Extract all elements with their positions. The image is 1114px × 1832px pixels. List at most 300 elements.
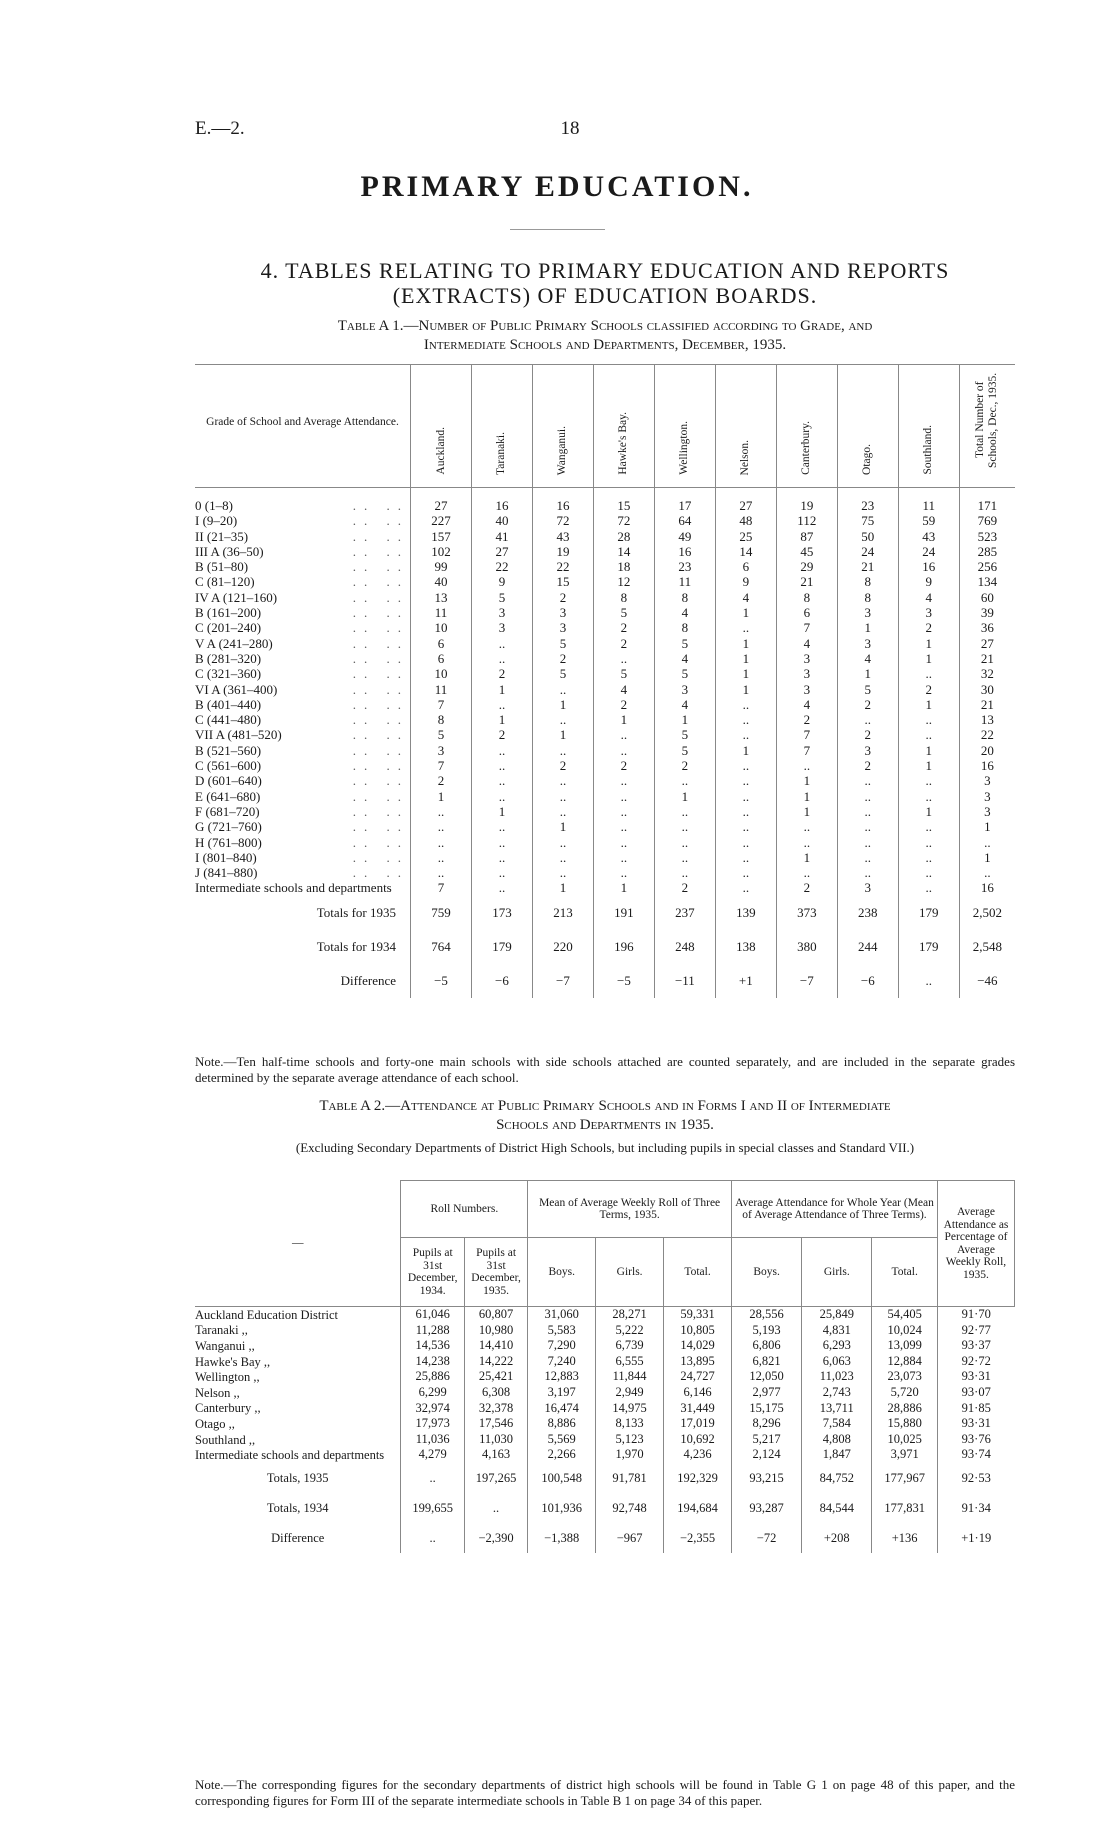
table-cell: 1 (593, 880, 654, 895)
summary-cell: 93,287 (732, 1493, 802, 1523)
table-cell: 1 (593, 712, 654, 727)
table-cell: 28 (593, 529, 654, 544)
table-cell: 3 (898, 605, 959, 620)
table-cell: 30 (959, 682, 1015, 697)
table-cell: 8,886 (528, 1416, 596, 1432)
table-cell: .. (593, 850, 654, 865)
table-cell: 9 (471, 574, 532, 589)
table-cell: 1 (776, 789, 837, 804)
table-cell: 5 (654, 666, 715, 681)
summary-label: Totals for 1934 (316, 938, 397, 954)
table-cell: 61,046 (401, 1307, 464, 1323)
summary-cell: 100,548 (528, 1463, 596, 1493)
leader-dots: .. .. (352, 666, 409, 682)
table-a1-caption-line-2: Intermediate Schools and Departments, December, 1935. (423, 337, 787, 353)
table-cell: 29 (776, 559, 837, 574)
col-wanganui: Wanganui. (532, 365, 593, 488)
table-cell: 2,124 (732, 1447, 802, 1463)
table-cell: 7 (776, 727, 837, 742)
table-row (195, 682, 1015, 697)
table-cell: 16 (898, 559, 959, 574)
a2-roll-1935-header: Pupils at 31st December, 1935. (464, 1238, 527, 1307)
table-cell: 41 (471, 529, 532, 544)
table-cell: 1 (471, 804, 532, 819)
grade-label: V A (241–280) (195, 635, 273, 651)
table-cell: 31,449 (664, 1401, 732, 1417)
table-cell: 92·72 (937, 1354, 1014, 1370)
table-cell: 48 (715, 513, 776, 528)
table-cell: 21 (959, 697, 1015, 712)
table-cell: 4 (715, 590, 776, 605)
table-cell: 8 (837, 574, 898, 589)
table-a1-caption (195, 317, 1015, 355)
table-cell: .. (898, 865, 959, 880)
leader-dots: .. .. (352, 559, 409, 575)
table-cell: 13 (411, 590, 472, 605)
summary-cell: .. (401, 1523, 464, 1553)
table-cell: 1 (654, 712, 715, 727)
table-cell: 5,720 (872, 1385, 938, 1401)
district-name: Auckland Education District (195, 1307, 339, 1322)
table-cell: 5,217 (732, 1432, 802, 1448)
table-cell: 14,222 (464, 1354, 527, 1370)
table-a2-note: Note.—The corresponding figures for the secondary departments of district high schools will be found in Table G 1 on page 48 of this paper, and the corresponding figures for Form III of the separate intermediate schools in Table B 1 on page 34 of this paper. (195, 1777, 1015, 1808)
table-cell: 1 (715, 636, 776, 651)
table-cell: .. (593, 651, 654, 666)
table-row (195, 819, 1015, 834)
grade-label: G (721–760) (195, 819, 262, 835)
table-cell: 1 (837, 620, 898, 635)
table-cell: 8 (837, 590, 898, 605)
table-row (195, 1369, 1015, 1385)
table-cell: 64 (654, 513, 715, 528)
table-cell: 25,886 (401, 1369, 464, 1385)
table-cell: 28,556 (732, 1307, 802, 1323)
summary-cell: 179 (898, 896, 959, 930)
summary-cell: 179 (898, 930, 959, 964)
summary-cell: 220 (532, 930, 593, 964)
table-cell: .. (715, 727, 776, 742)
table-cell: 60 (959, 590, 1015, 605)
table-cell: 40 (471, 513, 532, 528)
summary-cell: −2,390 (464, 1523, 527, 1553)
leader-dots: .. .. (352, 513, 409, 529)
summary-cell: 764 (411, 930, 472, 964)
table-cell: 14 (593, 544, 654, 559)
table-cell: 22 (471, 559, 532, 574)
table-cell: .. (471, 651, 532, 666)
leader-dots: .. .. (352, 803, 409, 819)
grade-label: C (561–600) (195, 758, 262, 774)
table-cell: 3,197 (528, 1385, 596, 1401)
table-row (195, 559, 1015, 574)
table-cell: 9 (898, 574, 959, 589)
table-cell: .. (593, 804, 654, 819)
table-cell: 1 (471, 682, 532, 697)
table-cell: .. (532, 789, 593, 804)
col-taranaki: Taranaki. (471, 365, 532, 488)
grade-label: Intermediate schools and departments (195, 880, 392, 896)
table-cell: .. (837, 865, 898, 880)
table-cell: 4 (898, 590, 959, 605)
section-title-line-1: 4. TABLES RELATING TO PRIMARY EDUCATION AND REPORTS (260, 258, 950, 283)
table-cell: 1 (776, 850, 837, 865)
summary-cell: −72 (732, 1523, 802, 1553)
table-cell: 285 (959, 544, 1015, 559)
leader-dots: .. .. (352, 696, 409, 712)
table-cell: 10,805 (664, 1323, 732, 1339)
table-cell: 25,849 (802, 1307, 872, 1323)
table-cell: 1 (715, 682, 776, 697)
summary-label: Difference (271, 1530, 325, 1545)
table-cell: 13,099 (872, 1338, 938, 1354)
a2-roll-header: Roll Numbers. (401, 1181, 528, 1238)
grade-label: C (201–240) (195, 620, 262, 636)
table-cell: 1 (959, 819, 1015, 834)
table-row (195, 636, 1015, 651)
table-cell: .. (654, 773, 715, 788)
a2-mean-girls-header: Girls. (596, 1238, 664, 1307)
table-cell: .. (715, 758, 776, 773)
table-cell: .. (532, 865, 593, 880)
a2-mean-header: Mean of Average Weekly Roll of Three Terms, 1935. (528, 1181, 732, 1238)
table-cell: .. (715, 880, 776, 895)
summary-cell: 237 (654, 896, 715, 930)
table-row (195, 666, 1015, 681)
summary-cell: −7 (776, 964, 837, 998)
table-cell: .. (715, 620, 776, 635)
table-cell: 5 (654, 743, 715, 758)
table-cell: 3 (532, 620, 593, 635)
table-cell: .. (471, 850, 532, 865)
table-cell: 10,692 (664, 1432, 732, 1448)
grade-label: C (441–480) (195, 712, 262, 728)
table-cell: .. (959, 835, 1015, 850)
table-cell: 22 (532, 559, 593, 574)
table-cell: 31,060 (528, 1307, 596, 1323)
table-cell: 21 (837, 559, 898, 574)
table-cell: .. (593, 865, 654, 880)
summary-cell: 238 (837, 896, 898, 930)
table-cell: .. (471, 819, 532, 834)
table-cell: .. (654, 819, 715, 834)
table-cell: 2 (411, 773, 472, 788)
summary-cell: 101,936 (528, 1493, 596, 1523)
table-cell: .. (776, 865, 837, 880)
table-cell: 1 (715, 605, 776, 620)
table-cell: 1 (898, 636, 959, 651)
district-name: Hawke's Bay ,, (195, 1354, 271, 1369)
table-cell: 5 (654, 636, 715, 651)
table-cell: 3 (776, 651, 837, 666)
leader-dots: .. .. (352, 865, 409, 881)
table-cell: .. (715, 819, 776, 834)
table-cell: 3 (959, 789, 1015, 804)
table-cell: 3 (837, 743, 898, 758)
table-cell: 5,222 (596, 1323, 664, 1339)
table-a2-body (195, 1307, 1015, 1553)
a2-mean-total-header: Total. (664, 1238, 732, 1307)
table-cell: 3 (837, 880, 898, 895)
table-cell: 3 (959, 773, 1015, 788)
table-row (195, 865, 1015, 880)
table-cell: 11 (654, 574, 715, 589)
table-cell: 93·07 (937, 1385, 1014, 1401)
table-cell: 7,584 (802, 1416, 872, 1432)
table-row (195, 1385, 1015, 1401)
table-cell: .. (776, 835, 837, 850)
table-cell: 4 (837, 651, 898, 666)
summary-row-totals-1934 (195, 930, 1015, 964)
table-cell: 11 (411, 682, 472, 697)
table-cell: .. (715, 835, 776, 850)
grade-header: Grade of School and Average Attendance. (195, 365, 411, 488)
table-cell: 19 (776, 488, 837, 514)
table-row (195, 1354, 1015, 1370)
table-cell: 1 (898, 697, 959, 712)
table-cell: 1 (654, 789, 715, 804)
table-cell: 1 (532, 880, 593, 895)
table-cell: 50 (837, 529, 898, 544)
summary-cell: 138 (715, 930, 776, 964)
district-name: Wanganui ,, (195, 1338, 255, 1353)
table-cell: 1 (411, 789, 472, 804)
table-cell: 171 (959, 488, 1015, 514)
table-row (195, 835, 1015, 850)
table-cell: 39 (959, 605, 1015, 620)
summary-cell: 248 (654, 930, 715, 964)
table-row (195, 651, 1015, 666)
table-cell: 5 (471, 590, 532, 605)
table-cell: .. (715, 697, 776, 712)
summary-cell: +1 (715, 964, 776, 998)
table-cell: 15 (593, 488, 654, 514)
table-cell: .. (471, 758, 532, 773)
table-cell: .. (654, 835, 715, 850)
table-cell: 11,036 (401, 1432, 464, 1448)
table-cell: .. (898, 835, 959, 850)
table-cell: .. (593, 819, 654, 834)
table-cell: .. (471, 835, 532, 850)
table-cell: 5 (837, 682, 898, 697)
table-cell: .. (411, 804, 472, 819)
table-cell: 91·70 (937, 1307, 1014, 1323)
grade-label: B (161–200) (195, 605, 262, 621)
grade-label: C (81–120) (195, 574, 255, 590)
table-a1-caption-line-1: Table A 1.—Number of Public Primary Schools classified according to Grade, and (337, 318, 873, 334)
table-cell: 11 (411, 605, 472, 620)
table-cell: 16 (959, 880, 1015, 895)
table-cell: 16 (654, 544, 715, 559)
table-cell: 7 (411, 758, 472, 773)
table-cell: 22 (959, 727, 1015, 742)
table-cell: 2 (776, 712, 837, 727)
summary-cell: 139 (715, 896, 776, 930)
table-cell: 12 (593, 574, 654, 589)
table-cell: 14,975 (596, 1401, 664, 1417)
table-cell: 6,293 (802, 1338, 872, 1354)
table-cell: 60,807 (464, 1307, 527, 1323)
table-cell: .. (715, 804, 776, 819)
table-cell: 45 (776, 544, 837, 559)
page-title: PRIMARY EDUCATION. (360, 170, 754, 203)
leader-dots: .. .. (352, 605, 409, 621)
table-cell: .. (654, 865, 715, 880)
table-cell: 91·85 (937, 1401, 1014, 1417)
table-cell: .. (837, 712, 898, 727)
summary-cell: 91,781 (596, 1463, 664, 1493)
table-cell: 43 (898, 529, 959, 544)
summary-cell: −2,355 (664, 1523, 732, 1553)
table-cell: 17 (654, 488, 715, 514)
grade-label: III A (36–50) (195, 543, 264, 559)
leader-dots: .. .. (352, 849, 409, 865)
a2-roll-1934-header: Pupils at 31st December, 1934. (401, 1238, 464, 1307)
table-cell: .. (776, 819, 837, 834)
table-cell: 14,238 (401, 1354, 464, 1370)
table-cell: 13,711 (802, 1401, 872, 1417)
table-cell: 27 (715, 488, 776, 514)
leader-dots: .. .. (352, 819, 409, 835)
table-cell: .. (532, 743, 593, 758)
table-cell: 6,299 (401, 1385, 464, 1401)
summary-cell: −6 (837, 964, 898, 998)
table-cell: 16 (532, 488, 593, 514)
table-cell: 4 (654, 697, 715, 712)
table-cell: .. (898, 666, 959, 681)
table-cell: 3 (532, 605, 593, 620)
grade-label: I (801–840) (195, 849, 257, 865)
summary-cell: 173 (471, 896, 532, 930)
table-cell: 32,378 (464, 1401, 527, 1417)
table-a2-caption-line-1: Table A 2.—Attendance at Public Primary Schools and in Forms I and II of Intermediate (319, 1098, 891, 1114)
summary-cell: .. (401, 1463, 464, 1493)
district-name: Nelson ,, (195, 1385, 240, 1400)
table-cell: 256 (959, 559, 1015, 574)
table-a2-caption-line-2: Schools and Departments in 1935. (496, 1117, 714, 1133)
leader-dots: .. .. (352, 834, 409, 850)
summary-cell: 2,548 (959, 930, 1015, 964)
grade-label: IV A (121–160) (195, 589, 278, 605)
table-cell: 24 (898, 544, 959, 559)
table-row (195, 727, 1015, 742)
grade-label: E (641–680) (195, 788, 261, 804)
table-cell: 43 (532, 529, 593, 544)
summary-cell: −967 (596, 1523, 664, 1553)
table-cell: 523 (959, 529, 1015, 544)
table-cell: 13,895 (664, 1354, 732, 1370)
table-cell: 8 (654, 590, 715, 605)
table-cell: .. (837, 835, 898, 850)
grade-label: VII A (481–520) (195, 727, 282, 743)
table-cell: 4 (776, 697, 837, 712)
section-title (195, 258, 1015, 308)
table-cell: 6 (715, 559, 776, 574)
district-name: Intermediate schools and departments (195, 1448, 385, 1463)
summary-cell: 213 (532, 896, 593, 930)
grade-label: D (601–640) (195, 773, 262, 789)
table-cell: 5 (411, 727, 472, 742)
leader-dots: .. .. (352, 650, 409, 666)
grade-label: F (681–720) (195, 803, 260, 819)
table-cell: 227 (411, 513, 472, 528)
leader-dots: .. .. (352, 635, 409, 651)
summary-cell: 92·53 (937, 1463, 1014, 1493)
a2-summary-row-totals-1934 (195, 1493, 1015, 1523)
a2-summary-row-totals-1935 (195, 1463, 1015, 1493)
table-cell: 157 (411, 529, 472, 544)
table-cell: 1 (715, 666, 776, 681)
leader-dots: .. .. (352, 574, 409, 590)
summary-cell: 177,831 (872, 1493, 938, 1523)
summary-cell: −7 (532, 964, 593, 998)
table-cell: 24 (837, 544, 898, 559)
table-a1-body (195, 488, 1015, 998)
table-cell: 27 (411, 488, 472, 514)
table-cell: 12,883 (528, 1369, 596, 1385)
summary-cell: −6 (471, 964, 532, 998)
table-cell: 1 (776, 804, 837, 819)
grade-label: B (521–560) (195, 742, 262, 758)
table-cell: .. (837, 804, 898, 819)
table-row (195, 620, 1015, 635)
table-cell: 3 (411, 743, 472, 758)
table-row (195, 590, 1015, 605)
summary-cell: −46 (959, 964, 1015, 998)
table-cell: 32,974 (401, 1401, 464, 1417)
table-cell: 3,971 (872, 1447, 938, 1463)
table-cell: 20 (959, 743, 1015, 758)
leader-dots: .. .. (352, 758, 409, 774)
summary-cell: −11 (654, 964, 715, 998)
table-row (195, 789, 1015, 804)
table-cell: 10,024 (872, 1323, 938, 1339)
grade-label: VI A (361–400) (195, 681, 278, 697)
table-cell: 6,806 (732, 1338, 802, 1354)
table-cell: 2,949 (596, 1385, 664, 1401)
table-cell: 18 (593, 559, 654, 574)
table-cell: 6 (411, 651, 472, 666)
table-cell: 102 (411, 544, 472, 559)
table-cell: 1 (837, 666, 898, 681)
col-hawkes-bay: Hawke's Bay. (593, 365, 654, 488)
table-cell: .. (715, 789, 776, 804)
leader-dots: .. .. (352, 543, 409, 559)
table-cell: 7 (411, 880, 472, 895)
table-cell: .. (532, 804, 593, 819)
summary-cell: .. (898, 964, 959, 998)
table-cell: 99 (411, 559, 472, 574)
leader-dots: .. .. (352, 773, 409, 789)
table-cell: 4,236 (664, 1447, 732, 1463)
table-cell: .. (715, 712, 776, 727)
table-cell: 59 (898, 513, 959, 528)
leader-dots: .. .. (352, 742, 409, 758)
table-cell: 8 (776, 590, 837, 605)
table-cell: .. (411, 835, 472, 850)
table-row (195, 1338, 1015, 1354)
leader-dots: .. .. (352, 727, 409, 743)
table-cell: 3 (776, 666, 837, 681)
table-cell: 8 (654, 620, 715, 635)
table-cell: 59,331 (664, 1307, 732, 1323)
table-cell: 93·31 (937, 1416, 1014, 1432)
grade-label: C (321–360) (195, 666, 262, 682)
table-cell: 6,555 (596, 1354, 664, 1370)
summary-cell: 380 (776, 930, 837, 964)
summary-cell: .. (464, 1493, 527, 1523)
table-cell: .. (898, 850, 959, 865)
